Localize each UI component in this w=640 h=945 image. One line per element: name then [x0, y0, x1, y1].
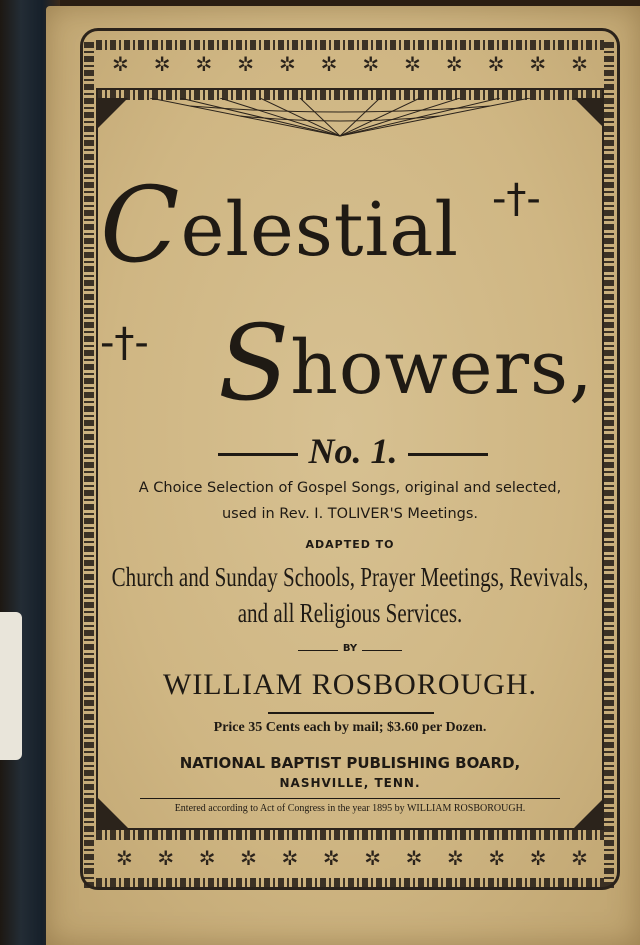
publisher-name: NATIONAL BAPTIST PUBLISHING BOARD,	[179, 754, 521, 772]
right-flourish-rule	[408, 453, 488, 456]
uses-line-2: and all Religious Services.	[237, 598, 463, 628]
title-line-2-text: howers,	[290, 325, 594, 411]
fleuron-icon: ✲	[116, 846, 133, 870]
by-label: BY	[342, 643, 358, 654]
title-line-1-text: elestial	[180, 187, 459, 273]
by-right-rule	[362, 650, 402, 651]
fleuron-icon: ✲	[237, 52, 254, 76]
fleuron-icon: ✲	[529, 52, 547, 76]
copyright-notice: Entered according to Act of Congress in the year 1895 by WILLIAM ROSBOROUGH.	[174, 803, 526, 814]
fleuron-icon: ✲	[571, 52, 588, 76]
fleuron-icon: ✲	[157, 846, 175, 870]
fleuron-icon: ✲	[488, 846, 506, 870]
fleuron-icon: ✲	[281, 846, 299, 870]
copyright-rule	[140, 798, 560, 799]
fleuron-icon: ✲	[447, 846, 464, 870]
description-line-2: used in Rev. I. TOLIVER'S Meetings.	[221, 506, 479, 522]
title-initial-s: S	[218, 302, 291, 424]
price-text: Price 35 Cents each by mail; $3.60 per Dozen.	[213, 720, 487, 735]
adapted-to-label: ADAPTED TO	[305, 538, 395, 551]
description-line-1: A Choice Selection of Gospel Songs, original and selected,	[138, 480, 562, 496]
fleuron-icon: ✲	[112, 52, 129, 76]
corner-ornament-top-right	[574, 98, 604, 128]
spine-label	[0, 612, 22, 760]
greek-key-bottom	[96, 878, 604, 888]
fleuron-icon: ✲	[571, 846, 588, 870]
ornament-row-bottom	[116, 846, 588, 870]
fleuron-icon: ✲	[364, 846, 382, 870]
greek-key-top	[96, 40, 604, 50]
left-flourish-rule	[218, 453, 298, 456]
fleuron-icon: ✲	[240, 846, 257, 870]
fleuron-icon: ✲	[529, 846, 547, 870]
fleuron-icon: ✲	[404, 52, 421, 76]
corner-ornament-top-left	[98, 98, 128, 128]
fleuron-icon: ✲	[322, 846, 340, 870]
greek-key-lower	[96, 830, 604, 840]
fleuron-icon: ✲	[405, 846, 423, 870]
cross-ornament-icon: -†-	[492, 176, 541, 222]
title-line-1	[100, 158, 460, 286]
title-line-2	[218, 296, 618, 424]
issue-number: No. 1.	[308, 431, 398, 471]
greek-key-left	[84, 40, 94, 888]
fleuron-icon: ✲	[198, 846, 216, 870]
uses-line-1: Church and Sunday Schools, Prayer Meetings, Revivals,	[111, 562, 589, 592]
greek-key-right	[604, 40, 614, 888]
fleuron-icon: ✲	[320, 52, 338, 76]
title-initial-c: C	[100, 164, 181, 286]
fleuron-icon: ✲	[487, 52, 505, 76]
fleuron-icon: ✲	[278, 52, 296, 76]
fleuron-icon: ✲	[362, 52, 380, 76]
publisher-location: NASHVILLE, TENN.	[279, 776, 421, 790]
fleuron-icon: ✲	[195, 52, 213, 76]
cross-ornament-icon: -†-	[100, 320, 149, 366]
web-ornament	[150, 98, 530, 138]
ornament-row-top	[112, 52, 588, 76]
fleuron-icon: ✲	[153, 52, 171, 76]
fleuron-icon: ✲	[445, 52, 463, 76]
author-name: WILLIAM ROSBOROUGH.	[163, 668, 537, 701]
price-rule	[268, 712, 434, 714]
